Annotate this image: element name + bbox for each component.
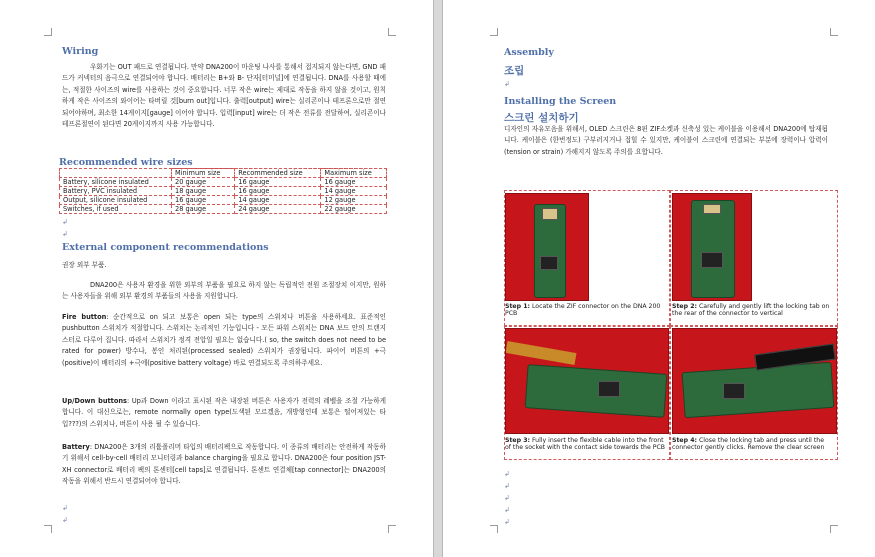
table-row (60, 205, 387, 214)
table-cell: 16 gauge (172, 196, 235, 205)
paragraph-mark-icon: ↲ (504, 506, 510, 514)
fire-button-label: Fire button (62, 313, 107, 321)
pcb-board (691, 200, 735, 298)
table-cell: Battery, silicone insulated (60, 178, 172, 187)
assembly-korean-heading: 조립 (504, 65, 525, 77)
installing-screen-paragraph: 디자인의 자유모음을 위해서, OLED 스크린은 8핀 ZIF소켓과 신축성 있는 케이블을 이용해서 DNA200에 탑재됩니다. 케이블은 (한번정도) 구부러지거나 접힐 수 있지만, 케이블이 스크린에 연결되는 부분에 장력이나 압력이(tension or strain) 가해지지 않도록 주의를 요합니다. (504, 125, 828, 156)
step1-photo (505, 193, 589, 301)
paragraph-mark-icon: ↲ (504, 518, 510, 526)
margin-mark (490, 525, 498, 533)
paragraph-mark-icon: ↲ (504, 482, 510, 490)
page-gap (433, 0, 443, 557)
table-row (60, 178, 387, 187)
step1-label: Step 1: (505, 303, 530, 310)
table-header-cell: Recommended size (235, 169, 321, 178)
step2-label: Step 2: (672, 303, 697, 310)
assembly-heading: Assembly (504, 47, 554, 58)
wire-size-table (59, 168, 387, 214)
table-cell: 28 gauge (172, 205, 235, 214)
updown-buttons-text: : Up과 Down 이라고 표시된 작은 내장된 버튼은 사용자가 전력의 레벨을 조절 가능하게 합니다. 이 대신으로는, remote normally open type(도색된 모르겠음, 개방형인데 보통은 떨어져있는 타입???)의 스위치나, 버튼이 사용 될 수 있습니다. (62, 397, 386, 428)
paragraph-mark-icon: ↲ (62, 504, 68, 512)
chip (723, 383, 745, 399)
margin-mark (830, 28, 838, 36)
installing-screen-heading: Installing the Screen (504, 96, 617, 107)
table-row (60, 187, 387, 196)
step4-label: Step 4: (672, 437, 697, 444)
chip (701, 252, 723, 268)
table-cell: Battery, PVC insulated (60, 187, 172, 196)
chip (540, 256, 558, 270)
table-cell: 12 gauge (321, 196, 387, 205)
pcb-board (525, 364, 668, 418)
step4-photo (672, 328, 837, 434)
external-components-paragraph: DNA200은 사용자 환경을 위한 외부의 부품을 필요로 하지 않는 독립적인 전원 조절장치 이지만, 원하는 사용자들을 위해 외부 환경의 부품들의 사용을 지원합니다. (62, 281, 386, 301)
step3-photo (505, 328, 669, 434)
wiring-heading: Wiring (62, 46, 99, 57)
margin-mark (44, 525, 52, 533)
paragraph-mark-icon: ↲ (504, 470, 510, 478)
table-cell: 24 gauge (235, 205, 321, 214)
external-components-heading: External component recommendations (62, 242, 269, 253)
table-cell: 14 gauge (321, 187, 387, 196)
wiring-paragraph: 우화기는 OUT 패드로 연결됩니다. 만약 DNA200이 마운팅 나사를 통해서 접지되지 않는다면, GND 패드가 커넥터의 음극으로 연결되어야 합니다. 배터리는 B+와 B- 단자[터미널]에 연결됩니다. DNA를 사용할 때에는, 적절한 사이즈의 wire를 사용하는 것이 중요합니다. 너무 작은 wire는 제대로 작동을 하지 않을 것이고, 원칙하게 작은 사이즈의 와이어는 타버릴 것[burn out]입니다. 출력[output] wire는 실리콘이나 테프론으로만 절연되어야하며, 최소한 14게이지[gauge] 이어야 합니다. 입력[input] wire는 더 작은 전류를 전달하여, 실리콘이나 테프론절연이 된다면 20게이지까지 사용 가능합니다. (62, 63, 386, 129)
fire-button-paragraph (62, 312, 386, 369)
step3-caption (505, 437, 669, 452)
step2-text: Carefully and gently lift the locking tab on the rear of the connector to vertical (672, 303, 830, 318)
table-header-cell: Minimum size (172, 169, 235, 178)
chip (598, 381, 620, 397)
table-header-cell (60, 169, 172, 178)
paragraph-mark-icon: ↲ (504, 80, 510, 88)
zif-connector (542, 208, 558, 220)
updown-buttons-paragraph (62, 396, 386, 430)
step3-text: Fully insert the flexible cable into the front of the socket with the contact side towards the PCB (505, 437, 666, 452)
table-row (60, 196, 387, 205)
step2-photo (672, 193, 752, 301)
battery-paragraph (62, 442, 386, 488)
battery-label: Battery (62, 443, 90, 451)
table-cell: 16 gauge (235, 178, 321, 187)
table-cell: Output, silicone insulated (60, 196, 172, 205)
paragraph-mark-icon: ↲ (62, 516, 68, 524)
paragraph-mark-icon: ↲ (62, 218, 68, 226)
margin-mark (490, 28, 498, 36)
external-components-subtitle: 권장 외부 부품. (62, 261, 107, 269)
step4-caption (672, 437, 837, 452)
table-cell: 20 gauge (172, 178, 235, 187)
battery-text: : DNA200은 3개의 리튬폴리머 타입의 배터리팩으로 작동합니다. 이 종류의 배터리는 안전하게 작동하기 위해서 cell-by-cell 배터리 모니터링과 balance charging을 필요로 합니다. DNA200은 four position JST-XH connector로 배터리 팩의 톤센터[cell taps]로 연결됩니다. 톤센트 연결체[tap connector]는 DNA200의 작동을 위해서 반드시 연결되어야 합니다. (62, 443, 386, 486)
table-header-cell: Maximum size (321, 169, 387, 178)
document-page-left (0, 0, 433, 557)
table-cell: 22 gauge (321, 205, 387, 214)
table-cell: 18 gauge (172, 187, 235, 196)
zif-connector (703, 204, 721, 214)
step3-label: Step 3: (505, 437, 530, 444)
step2-caption (672, 303, 837, 318)
table-cell: Switches, if used (60, 205, 172, 214)
table-cell: 16 gauge (235, 187, 321, 196)
document-page-right (443, 0, 875, 557)
margin-mark (830, 525, 838, 533)
margin-mark (44, 28, 52, 36)
paragraph-mark-icon: ↲ (62, 230, 68, 238)
margin-mark (388, 525, 396, 533)
step4-text: Close the locking tab and press until the connector gently clicks. Remove the clear screen (672, 437, 825, 452)
table-header-row (60, 169, 387, 178)
step1-text: Locate the ZIF connector on the DNA 200 PCB (505, 303, 661, 318)
table-cell: 16 gauge (321, 178, 387, 187)
fire-button-text: : 순간적으로 on 되고 보통은 open 되는 type의 스위치나 버튼을 사용하세요. 표준적인 pushbutton 스위치가 적절합니다. 스위치는 논리적인 기능입니다 - 모든 파워 스위치는 DNA 보드 안의 트랜지스터로 다루어 집니다. 따라서 스위치가 정격 전압일 필요는 없습니다.( so, the switch does not need to be rated for power) 방수나, 봉인 처리된(processed sealed) 스위치가 권장됩니다. 파이어 버튼의 +극(positive)이 배터리의 +극에(positive battery voltage) 바로 연결되도록 주의하주세요. (62, 313, 386, 367)
step1-caption (505, 303, 669, 318)
margin-mark (388, 28, 396, 36)
updown-buttons-label: Up/Down buttons (62, 397, 127, 405)
wire-sizes-heading: Recommended wire sizes (59, 157, 387, 169)
paragraph-mark-icon: ↲ (504, 494, 510, 502)
flex-cable (505, 341, 576, 365)
table-cell: 14 gauge (235, 196, 321, 205)
installing-screen-korean-heading: 스크린 설치하기 (504, 112, 579, 124)
